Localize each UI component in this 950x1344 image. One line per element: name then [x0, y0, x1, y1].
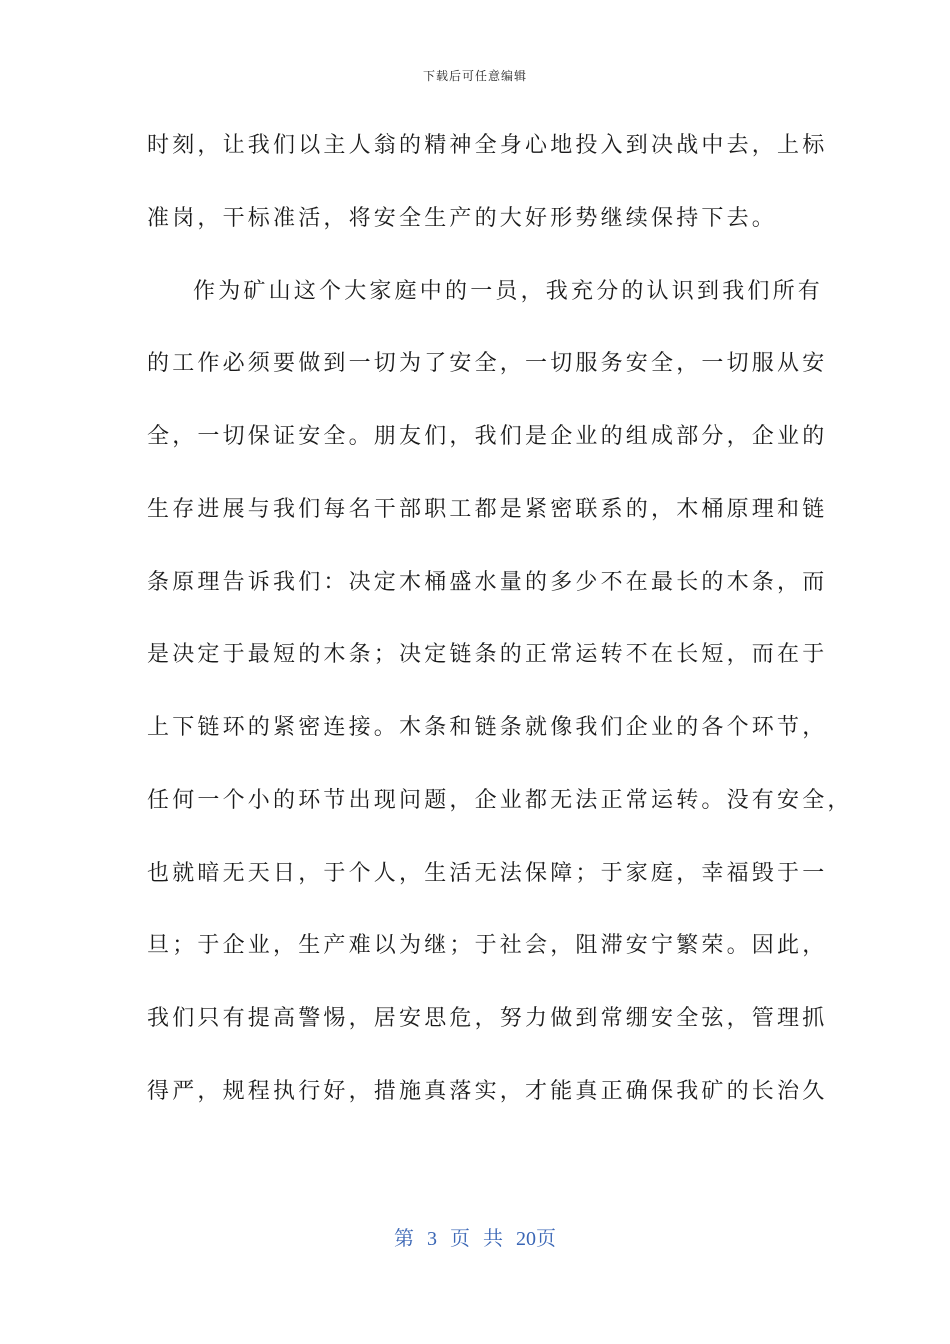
page-prefix: 第: [394, 1228, 414, 1250]
header-note: 下载后可任意编辑: [422, 69, 527, 83]
page-number: 3: [427, 1228, 437, 1250]
text-line: 也就暗无天日，于个人，生活无法保障；于家庭，幸福毁于一: [147, 860, 828, 886]
text-line: 时刻，让我们以主人翁的精神全身心地投入到决战中去，上标: [147, 133, 828, 158]
paragraph-first-line: 作为矿山这个大家庭中的一员，我充分的认识到我们所有: [193, 278, 824, 304]
text-line: 准岗，干标准活，将安全生产的大好形势继续保持下去。: [147, 205, 778, 231]
text-line: 条原理告诉我们：决定木桶盛水量的多少不在最长的木条，而: [147, 569, 828, 595]
page-footer: [0, 1222, 950, 1251]
text-line: 任何一个小的环节出现问题，企业都无法正常运转。没有安全，: [147, 787, 853, 813]
total-prefix: 共: [483, 1228, 503, 1250]
text-line: 旦；于企业，生产难以为继；于社会，阻滞安宁繁荣。因此，: [147, 933, 828, 959]
text-line: 得严，规程执行好，措施真落实，才能真正确保我矿的长治久: [147, 1078, 828, 1104]
text-line: 生存进展与我们每名干部职工都是紧密联系的，木桶原理和链: [147, 496, 828, 522]
text-line: 我们只有提高警惕，居安思危，努力做到常绷安全弦，管理抓: [147, 1006, 828, 1031]
document-body: [147, 122, 853, 1141]
text-line: 上下链环的紧密连接。木条和链条就像我们企业的各个环节，: [147, 715, 828, 740]
text-line: 全，一切保证安全。朋友们，我们是企业的组成部分，企业的: [147, 424, 828, 449]
page-mid: 页: [450, 1228, 470, 1250]
total-pages: 20页: [516, 1228, 556, 1250]
text-line: 的工作必须要做到一切为了安全，一切服务安全，一切服从安: [147, 351, 828, 377]
text-line: 是决定于最短的木条；决定链条的正常运转不在长短，而在于: [147, 642, 828, 668]
